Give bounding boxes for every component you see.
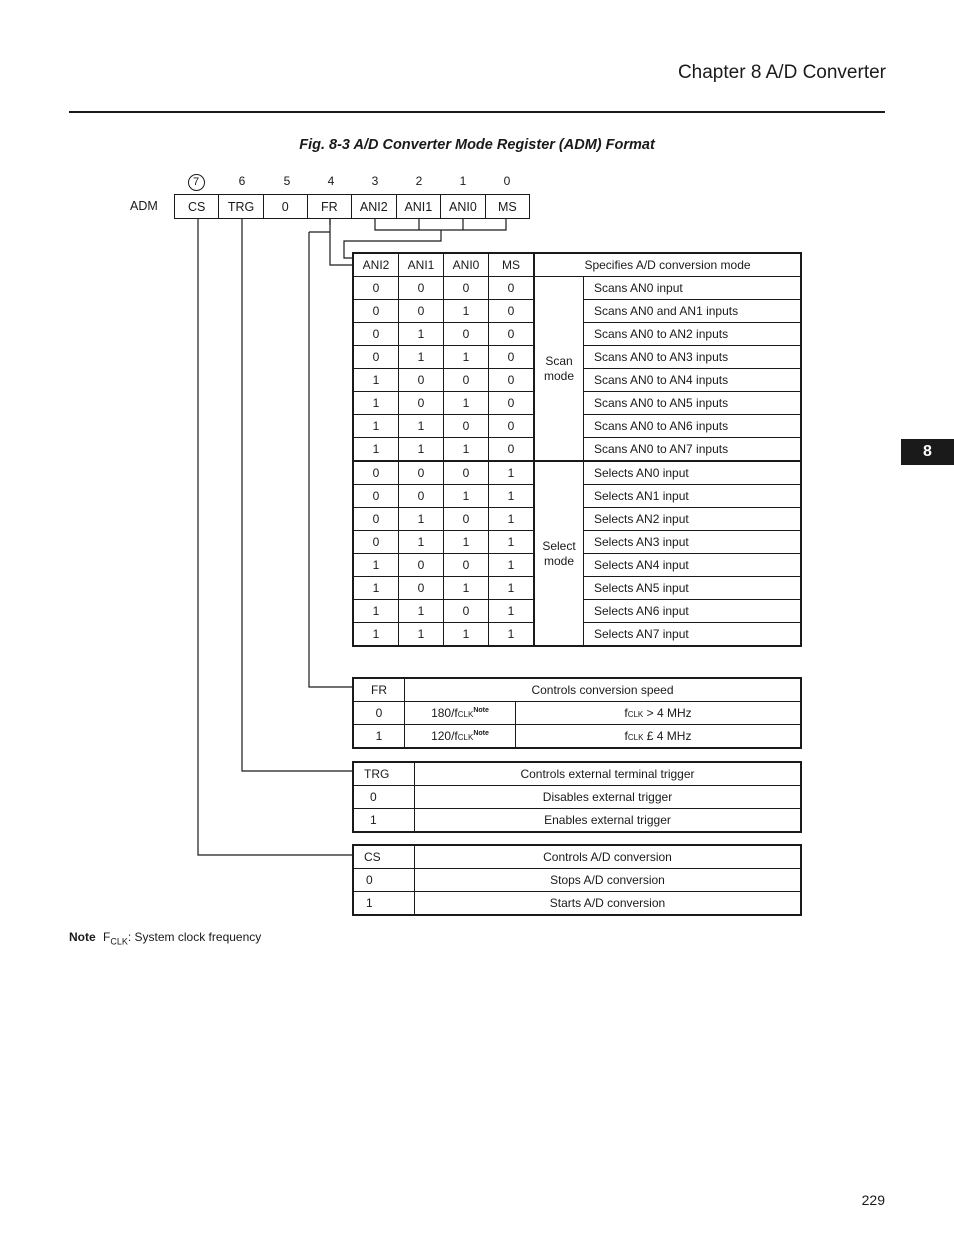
bit-value-cell: 1 bbox=[353, 438, 399, 462]
bit-value-cell: 1 bbox=[444, 485, 489, 508]
bit-value-cell: 0 bbox=[489, 392, 535, 415]
mode-description: Selects AN5 input bbox=[584, 577, 802, 600]
mode-description: Scans AN0 to AN7 inputs bbox=[584, 438, 802, 462]
cs-description: Starts A/D conversion bbox=[415, 892, 802, 916]
bit-number-1: 1 bbox=[459, 174, 467, 188]
bit-value-cell: 0 bbox=[353, 346, 399, 369]
bit-number-4: 4 bbox=[327, 174, 335, 188]
bit-number-3: 3 bbox=[371, 174, 379, 188]
bit-value-cell: 0 bbox=[489, 438, 535, 462]
bit-value-cell: 0 bbox=[444, 600, 489, 623]
bit-value-cell: 1 bbox=[399, 323, 444, 346]
mode-description: Scans AN0 input bbox=[584, 277, 802, 300]
bit-ms: MS bbox=[485, 195, 529, 219]
bit-value-cell: 0 bbox=[399, 577, 444, 600]
bit-number-0: 0 bbox=[503, 174, 511, 188]
bit-ani2: ANI2 bbox=[352, 195, 397, 219]
bit-value-cell: 0 bbox=[353, 277, 399, 300]
mode-description: Scans AN0 to AN5 inputs bbox=[584, 392, 802, 415]
page-number: 229 bbox=[861, 1192, 885, 1208]
fr-header: FR bbox=[353, 678, 405, 702]
table-row bbox=[353, 809, 801, 833]
table-row bbox=[353, 253, 801, 277]
bit-value-cell: 1 bbox=[444, 438, 489, 462]
bit-value-cell: 0 bbox=[444, 277, 489, 300]
cs-description-header: Controls A/D conversion bbox=[415, 845, 802, 869]
bit-value-cell: 0 bbox=[444, 554, 489, 577]
bit-number-7: 7 bbox=[174, 174, 218, 191]
bit-cs: CS bbox=[175, 195, 219, 219]
bit-value-cell: 1 bbox=[489, 531, 535, 554]
mode-description: Selects AN1 input bbox=[584, 485, 802, 508]
bit-value-cell: 1 bbox=[353, 392, 399, 415]
bit-value-cell: 0 bbox=[444, 369, 489, 392]
bit-value-cell: 1 bbox=[399, 531, 444, 554]
mode-description: Scans AN0 and AN1 inputs bbox=[584, 300, 802, 323]
bit-value-cell: 0 bbox=[444, 461, 489, 485]
table-row bbox=[353, 892, 801, 916]
bit-fr: FR bbox=[307, 195, 351, 219]
table-row bbox=[353, 869, 801, 892]
bit-value-cell: 0 bbox=[399, 277, 444, 300]
bit-value-cell: 1 bbox=[489, 600, 535, 623]
chapter-tab-marker: 8 bbox=[901, 439, 954, 465]
bit-number-5: 5 bbox=[283, 174, 291, 188]
note-label: Note bbox=[69, 930, 96, 944]
bit-value-cell: 1 bbox=[489, 554, 535, 577]
bit-value-cell: 0 bbox=[489, 323, 535, 346]
col-header-ani1: ANI1 bbox=[399, 253, 444, 277]
chapter-title: Chapter 8 A/D Converter bbox=[677, 62, 886, 83]
bit-value-cell: 1 bbox=[399, 438, 444, 462]
bit-value-cell: 1 bbox=[444, 623, 489, 647]
bit-value-cell: 1 bbox=[489, 508, 535, 531]
fr-clock-condition: fCLK £ 4 MHz bbox=[516, 725, 802, 749]
table-row bbox=[353, 702, 801, 725]
mode-description: Selects AN4 input bbox=[584, 554, 802, 577]
trg-value: 1 bbox=[353, 809, 415, 833]
mode-description: Selects AN2 input bbox=[584, 508, 802, 531]
bit-value-cell: 0 bbox=[353, 508, 399, 531]
cs-description: Stops A/D conversion bbox=[415, 869, 802, 892]
bit-number-6: 6 bbox=[238, 174, 246, 188]
fr-description-header: Controls conversion speed bbox=[405, 678, 802, 702]
bit-value-cell: 0 bbox=[489, 415, 535, 438]
trg-value: 0 bbox=[353, 786, 415, 809]
table-row bbox=[353, 678, 801, 702]
mode-description: Selects AN7 input bbox=[584, 623, 802, 647]
note-text: : System clock frequency bbox=[127, 930, 262, 944]
bit-value-cell: 0 bbox=[444, 323, 489, 346]
cs-value: 0 bbox=[353, 869, 415, 892]
mode-description: Selects AN3 input bbox=[584, 531, 802, 554]
fr-value: 0 bbox=[353, 702, 405, 725]
figure-title: Fig. 8-3 A/D Converter Mode Register (ADM) Format bbox=[299, 137, 655, 153]
fr-conversion-time: 120/fCLK$^{Note}$ bbox=[405, 725, 516, 749]
bit-value-cell: 0 bbox=[489, 346, 535, 369]
col-header-ani0: ANI0 bbox=[444, 253, 489, 277]
trg-description: Disables external trigger bbox=[415, 786, 802, 809]
bit-value-cell: 1 bbox=[444, 392, 489, 415]
mode-rows bbox=[353, 277, 801, 647]
col-header-ms: MS bbox=[489, 253, 535, 277]
bit-value-cell: 0 bbox=[399, 554, 444, 577]
table-row bbox=[353, 762, 801, 786]
bit-value-cell: 1 bbox=[353, 577, 399, 600]
cs-value: 1 bbox=[353, 892, 415, 916]
fr-conversion-time: 180/fCLK$^{Note}$ bbox=[405, 702, 516, 725]
bit-value-cell: 1 bbox=[444, 577, 489, 600]
bit-value-cell: 1 bbox=[399, 508, 444, 531]
bit-value-cell: 0 bbox=[353, 300, 399, 323]
bit-number-2: 2 bbox=[415, 174, 423, 188]
register-name: ADM bbox=[130, 199, 158, 213]
mode-description: Selects AN0 input bbox=[584, 461, 802, 485]
conversion-mode-table bbox=[352, 252, 802, 647]
bit-value-cell: 0 bbox=[489, 369, 535, 392]
bit-value-cell: 0 bbox=[399, 461, 444, 485]
bit-value-cell: 0 bbox=[399, 300, 444, 323]
fr-value: 1 bbox=[353, 725, 405, 749]
mode-description: Selects AN6 input bbox=[584, 600, 802, 623]
trg-description: Enables external trigger bbox=[415, 809, 802, 833]
bit-value-cell: 0 bbox=[489, 300, 535, 323]
bit-value-cell: 1 bbox=[444, 346, 489, 369]
bit-value-cell: 0 bbox=[353, 461, 399, 485]
footnote bbox=[69, 930, 261, 946]
cs-header: CS bbox=[353, 845, 415, 869]
bit-value-cell: 1 bbox=[353, 623, 399, 647]
scan-mode-label: Scan mode bbox=[534, 277, 584, 462]
bit-value-cell: 1 bbox=[444, 300, 489, 323]
table-row bbox=[353, 845, 801, 869]
bit-value-cell: 0 bbox=[353, 323, 399, 346]
mode-description: Scans AN0 to AN6 inputs bbox=[584, 415, 802, 438]
bit-value-cell: 1 bbox=[489, 461, 535, 485]
mode-description: Scans AN0 to AN3 inputs bbox=[584, 346, 802, 369]
bit-value-cell: 1 bbox=[489, 485, 535, 508]
bit-value-cell: 0 bbox=[444, 415, 489, 438]
col-header-description: Specifies A/D conversion mode bbox=[534, 253, 801, 277]
bit-value-cell: 1 bbox=[444, 531, 489, 554]
bit-ani0: ANI0 bbox=[441, 195, 486, 219]
select-mode-label: Select mode bbox=[534, 461, 584, 646]
note-symbol: F bbox=[103, 930, 111, 944]
bit-value-cell: 1 bbox=[353, 369, 399, 392]
note-symbol-sub: CLK bbox=[110, 936, 128, 947]
table-row bbox=[353, 277, 801, 300]
bit-value-cell: 1 bbox=[399, 415, 444, 438]
bit-value-cell: 1 bbox=[353, 600, 399, 623]
bit-trg: TRG bbox=[219, 195, 264, 219]
trg-table bbox=[352, 761, 802, 833]
table-row bbox=[353, 786, 801, 809]
trg-header: TRG bbox=[353, 762, 415, 786]
bit-value-cell: 1 bbox=[489, 577, 535, 600]
bit-value-cell: 0 bbox=[399, 369, 444, 392]
bit-5: 0 bbox=[263, 195, 307, 219]
table-row bbox=[353, 461, 801, 485]
bit-value-cell: 1 bbox=[489, 623, 535, 647]
col-header-ani2: ANI2 bbox=[353, 253, 399, 277]
bit-value-cell: 0 bbox=[444, 508, 489, 531]
mode-description: Scans AN0 to AN2 inputs bbox=[584, 323, 802, 346]
fr-clock-condition: fCLK > 4 MHz bbox=[516, 702, 802, 725]
bit-value-cell: 1 bbox=[353, 415, 399, 438]
bit-value-cell: 0 bbox=[399, 392, 444, 415]
bit-ani1: ANI1 bbox=[396, 195, 441, 219]
table-row bbox=[353, 725, 801, 749]
bit-value-cell: 0 bbox=[353, 531, 399, 554]
cs-table bbox=[352, 844, 802, 916]
mode-description: Scans AN0 to AN4 inputs bbox=[584, 369, 802, 392]
bit-value-cell: 0 bbox=[353, 485, 399, 508]
bit-value-cell: 1 bbox=[399, 623, 444, 647]
fr-table bbox=[352, 677, 802, 749]
bit-value-cell: 1 bbox=[353, 554, 399, 577]
bit-value-cell: 1 bbox=[399, 346, 444, 369]
bit-value-cell: 1 bbox=[399, 600, 444, 623]
bit-value-cell: 0 bbox=[489, 277, 535, 300]
bit-value-cell: 0 bbox=[399, 485, 444, 508]
trg-description-header: Controls external terminal trigger bbox=[415, 762, 802, 786]
